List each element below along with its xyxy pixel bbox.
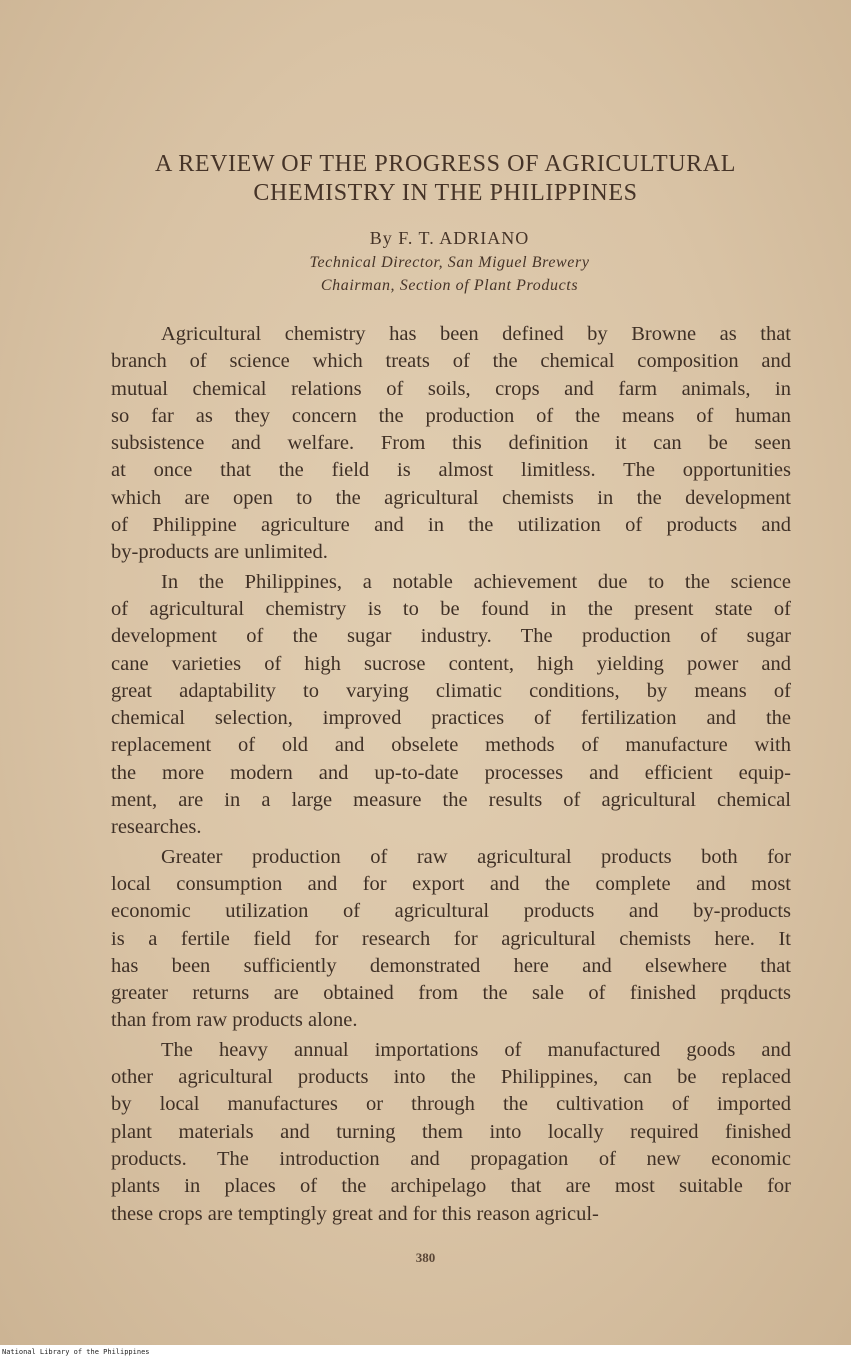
text-line: researches.: [111, 816, 202, 839]
article-title: [60, 150, 831, 208]
text-line: of agricultural chemistry is to be found in the present state of: [111, 597, 791, 620]
paragraph-2: [111, 569, 791, 842]
library-watermark: National Library of the Philippines: [2, 1348, 150, 1356]
text-line: by local manufactures or through the cultivation of imported: [111, 1093, 791, 1116]
text-line: is a fertile field for research for agricultural chemists here. It: [111, 927, 791, 950]
text-line: great adaptability to varying climatic conditions, by means of: [111, 679, 791, 702]
text-line: the more modern and up-to-date processes and efficient equip-: [111, 761, 791, 784]
text-line: subsistence and welfare. From this definition it can be seen: [111, 432, 791, 455]
text-line: greater returns are obtained from the sale of finished prqducts: [111, 982, 791, 1005]
byline: By F. T. ADRIANO: [369, 228, 530, 248]
text-line: ment, are in a large measure the results of agricultural chemical: [111, 789, 791, 812]
text-line: by-products are unlimited.: [111, 541, 328, 564]
affiliation-2: Chairman, Section of Plant Products: [320, 277, 579, 294]
text-line: economic utilization of agricultural products and by-products: [111, 900, 791, 923]
text-line: plant materials and turning them into locally required finished: [111, 1120, 791, 1143]
text-line: cane varieties of high sucrose content, high yielding power and: [111, 652, 791, 675]
text-line: these crops are temptingly great and for this reason agricul-: [111, 1202, 599, 1225]
text-line: of Philippine agriculture and in the utilization of products and: [111, 514, 791, 537]
text-line: Agricultural chemistry has been defined by Browne as that: [161, 323, 791, 345]
text-line: plants in places of the archipelago that are most suitable for: [111, 1175, 791, 1198]
text-line: so far as they concern the production of the means of human: [111, 404, 791, 427]
text-line: mutual chemical relations of soils, crops and farm animals, in: [111, 377, 791, 400]
text-line: products. The introduction and propagation of new economic: [111, 1147, 791, 1170]
page-number: 380: [415, 1250, 436, 1265]
text-line: which are open to the agricultural chemists in the development: [111, 486, 791, 509]
affiliation-1: Technical Director, San Miguel Brewery: [309, 254, 590, 271]
paragraph-1: [111, 321, 791, 567]
text-line: at once that the field is almost limitless. The opportunities: [111, 459, 791, 482]
text-line: Greater production of raw agricultural products both for: [161, 845, 791, 868]
text-line: has been sufficiently demonstrated here and elsewhere that: [111, 954, 791, 977]
text-line: than from raw products alone.: [111, 1009, 358, 1032]
text-line: development of the sugar industry. The production of sugar: [111, 625, 791, 648]
title-line-1: A REVIEW OF THE PROGRESS OF AGRICULTURAL: [155, 151, 736, 177]
article-body: [111, 321, 791, 1230]
text-line: replacement of old and obselete methods of manufacture with: [111, 734, 791, 757]
text-line: other agricultural products into the Philippines, can be replaced: [111, 1066, 791, 1089]
paragraph-3: [111, 844, 791, 1035]
text-line: local consumption and for export and the complete and most: [111, 872, 791, 895]
text-line: branch of science which treats of the chemical composition and: [111, 350, 791, 373]
text-line: In the Philippines, a notable achievement due to the science: [161, 570, 791, 593]
text-line: chemical selection, improved practices of fertilization and the: [111, 707, 791, 730]
title-line-2: CHEMISTRY IN THE PHILIPPINES: [253, 180, 638, 206]
text-line: The heavy annual importations of manufactured goods and: [161, 1038, 791, 1061]
paragraph-4: [111, 1037, 791, 1228]
